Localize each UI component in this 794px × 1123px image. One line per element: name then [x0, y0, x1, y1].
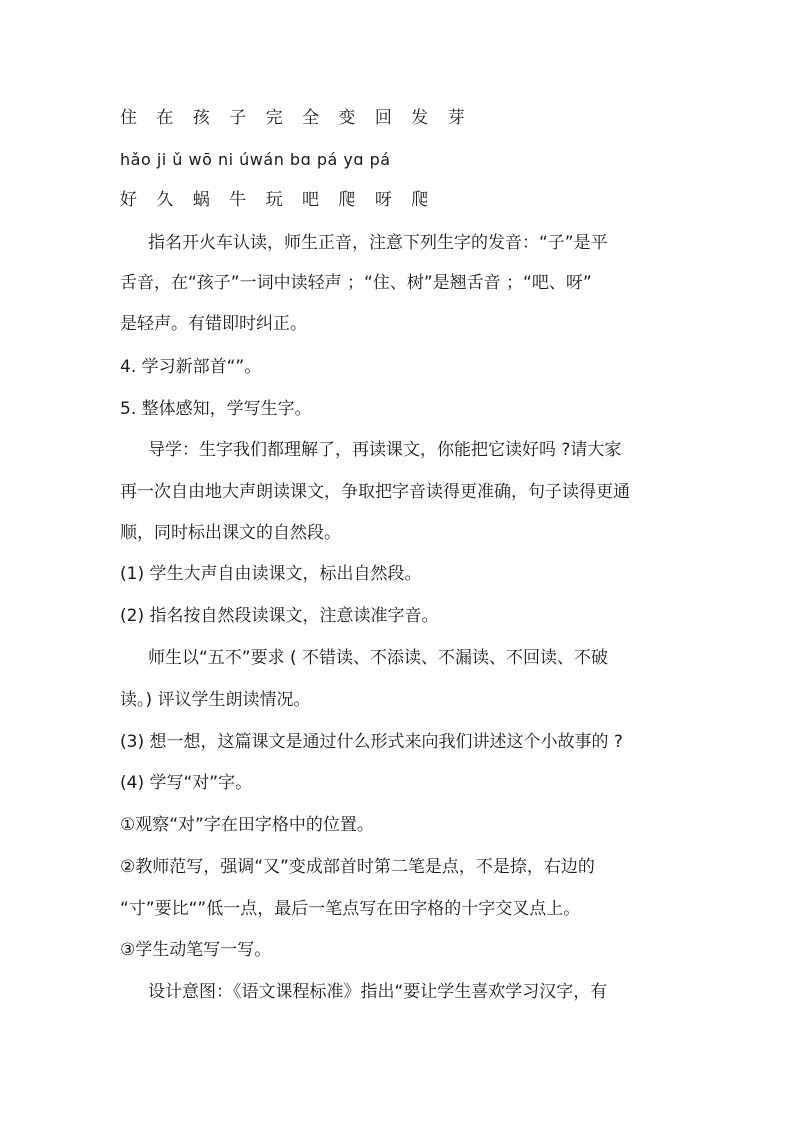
paragraph-line: 是轻声。有错即时纠正。 — [120, 314, 307, 334]
paragraph-line: 导学：生字我们都理解了，再读课文，你能把它读好吗 ?请大家 — [148, 440, 622, 460]
sub-item: (3) 想一想，这篇课文是通过什么形式来向我们讲述这个小故事的 ? — [120, 732, 623, 752]
numbered-item: 4. 学习新部首“”。 — [120, 357, 262, 377]
sub-item: (1) 学生大声自由读课文，标出自然段。 — [120, 564, 422, 584]
paragraph-line: 读。) 评议学生朗读情况。 — [120, 690, 311, 710]
paragraph-line: 设计意图：《语文课程标准》指出“要让学生喜欢学习汉字，有 — [148, 982, 608, 1002]
pinyin-row: hǎo ji ǔ wō ni úwán bɑ pá yɑ pá — [120, 150, 391, 169]
paragraph-line: 指名开火车认读，师生正音，注意下列生字的发音：“子”是平 — [148, 233, 608, 253]
paragraph-line: 顺，同时标出课文的自然段。 — [120, 523, 341, 543]
paragraph-line: 再一次自由地大声朗读课文，争取把字音读得更准确，句子读得更通 — [120, 482, 630, 502]
circled-item: ②教师范写，强调“又”变成部首时第二笔是点，不是捺，右边的 — [120, 857, 595, 877]
circled-item: ③学生动笔写一写。 — [120, 940, 272, 960]
paragraph-line: 师生以“五不”要求 ( 不错读、不添读、不漏读、不回读、不破 — [148, 648, 609, 668]
numbered-item: 5. 整体感知，学写生字。 — [120, 399, 312, 419]
paragraph-line: 舌音，在“孩子”一词中读轻声 ；“住、树”是翘舌音 ；“吧、呀” — [120, 273, 592, 293]
sub-item: (4) 学写“对”字。 — [120, 773, 253, 793]
paragraph-line: “寸”要比“”低一点，最后一笔点写在田字格的十字交叉点上。 — [120, 899, 581, 919]
chinese-characters-row: 住 在 孩 子 完 全 变 回 发 芽 — [120, 108, 472, 128]
chinese-characters-row-2: 好 久 蜗 牛 玩 吧 爬 呀 爬 — [120, 190, 436, 210]
circled-item: ①观察“对”字在田字格中的位置。 — [120, 815, 374, 835]
sub-item: (2) 指名按自然段读课文，注意读准字音。 — [120, 606, 439, 626]
